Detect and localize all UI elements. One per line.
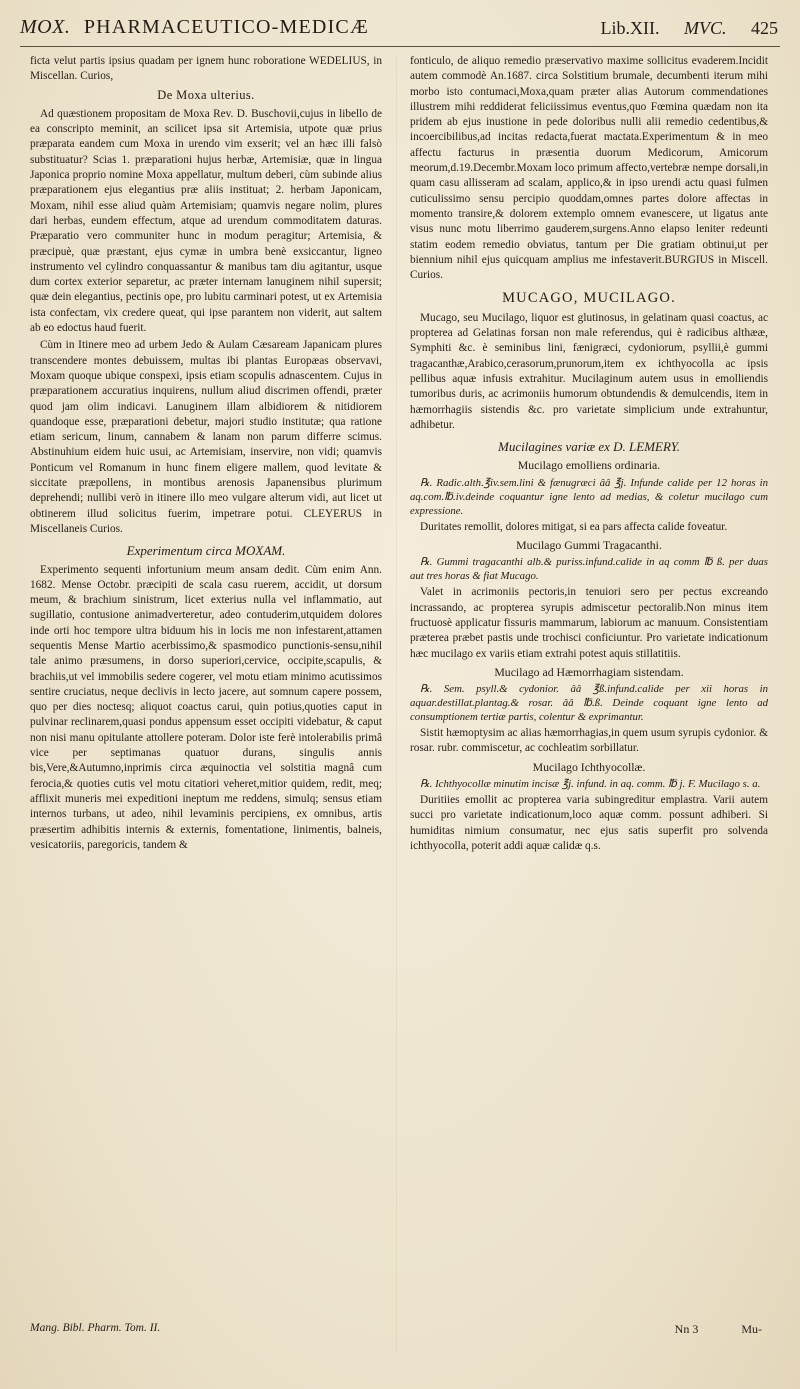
gutter-crease <box>396 54 397 1354</box>
subheading-emolliens: Mucilago emolliens ordinaria. <box>517 458 661 473</box>
header-rule <box>20 46 780 47</box>
subheading-haemorrhagiam: Mucilago ad Hæmorrhagiam sistendam. <box>494 664 684 679</box>
recipe-tragacanthi: ℞. Gummi tragacanthi alb.& puriss.infund.calide in aq comm ℔ ß. per duas aut tres horas & fiat Mucago. <box>410 556 768 583</box>
recipe-haemorrhagiam: ℞. Sem. psyll.& cydonior. ââ ℥ß.infund.calide per xii horas in aquar.destillat.plantag.& rosar. ââ ℔.ß. Deinde coquant igne lento ad consumptionem tertiæ partis, colentur & exprimantur. <box>410 683 768 724</box>
right-paragraph-6: Duritiies emollit ac propterea varia subingreditur emplastra. Varii autem succi pro varietate indicationum,loco aquæ comm. possunt adhiberi. Si humiditas nimium consumatur, nec ejus satis superfit pro solvenda ichthyocolla, poterit addi aquæ calidæ q.s. <box>410 793 768 852</box>
footer-signature-right: Nn 3 <box>674 1322 699 1336</box>
catchword: Mu- <box>741 1322 762 1336</box>
left-heading-moxa: De Moxa ulterius. <box>157 87 255 102</box>
header-left-title: MOX. <box>20 16 71 38</box>
footer-signature-left: Mang. Bibl. Pharm. Tom. II. <box>30 1322 161 1334</box>
header-book: Lib.XII. <box>600 18 660 38</box>
left-paragraph-4: Experimento sequenti infortunium meum ansam dedit. Cùm enim Ann. 1682. Mense Octobr. præcipiti de scala casu ruerem, accidit, ut dorsum meum, & brachium sinistrum, licet exterius nulla vel inflammatio, aut sugillatio, contusione animadverteretur, adeo contuderim,utquidem dolores inde orti hoc tempore ultra biduum his in locis me non infestarent,attamen sequentis Mense Martio acerbissimo,& spasmodico punctionis-sensu,nihil tale animo præsumens, in dorso superiori,cervice, occipite,scapulis, & brachiis,ut vel immobilis sedere cogerer, vel motu etiam minimo acutissimos sentire cruciatus, neque declivis in lecto jacere, aut somnum capere possem, quo per dies noctesq; aliquot coactus carui, quin potius,quoties caput in pulvinar reclinarem,quasi pondus appensum esset occipiti videbatur, & caput non nisi manu opitulante attollere poteram. Dolor iste ferè intolerabilis primâ vice per septimanas quatuor durans, singulis annis bis,Vere,&Autumno,inprimis circa æquinoctia vel solstitia magnâ cum ferocia,& quoties cutis vel motu citatiori veheret,mitior quidem, redit, meq; afflixit muneris mei expeditioni ineptum me reddens, simulq; sensus etiam internos turbans, ut adeo, nihil levaminis percipiens, ex omnibus, artis præsertim adhibitis internis & externis, fomentatione, linimentis, balneis, vesicatoriis, paregoricis, tandem & <box>30 563 382 851</box>
subheading-tragacanthi: Mucilago Gummi Tragacanthi. <box>516 538 662 553</box>
left-column <box>30 54 382 855</box>
left-paragraph-2: Ad quæstionem propositam de Moxa Rev. D. Buschovii,cujus in libello de ea conscripto meminit, an scilicet ipsa sit Artemisia, utpote quæ prius præparata eandem cum Moxa in urendo vim exserit; vel an hæc illi falsò substituatur? Scias 1. præparationi hujus herbæ, Artemisiæ, quæ in lingua Japonica proprio nomine Moxa appellatur, multum deberi, cùm subinde alius præparationem ejus elegantius præ aliis instituat; 2. herbam Japonicam, Moxam, nihil esse aliud quàm Artemisiam; quamvis negare nolim, plures dari herbas, eundem effectum, atque ad urendum commoditatem daturas. Præparatio vero communiter hunc in modum peragitur; Artemisia, & præcipuè, quæ præstant, ejus cymæ in umbra benè exsiccantur, ligneo instrumento vel cylindro conquassantur & manibus tam diu agitantur, usque dum cortex exterior separetur, ac præter internam lanuginem nihil supersit; quæ dein elegantius, pectinis ope, pro lubitu carminari potest, ut ex Artemisia ista confectam, vix credere queat, qui ipse parantem non viderit, aut saltem ab eo edoctus haud fuerit. <box>30 107 382 335</box>
right-paragraph-1: fonticulo, de aliquo remedio præservativo maxime sollicitus evaderem.Incidit autem commodè An.1687. circa Solstitium brumale, decumbenti iterum mihi morbo isto contumaci,Moxa,quam præter alias Autorum commendationes illustrem mihi reddiderat feliciissimus eventus,quo Fœmina quædam non ita pridem ab ejus inustione in pede doloribus nulli alii remedio cedentibus,& incoercibilibus,ad incitas redacta,fuerat mactata.Experimentum & in meo affectu facturus in præsentia duorum Medicorum, Amicorum meorum,d.19.Decembr.Moxam loco primum affecto,vertebræ nempe dorsali,in quam casu allisseram ad scalam, applico,& in ipso urendi actu quasi fulmen cuticulissimo sensu percipio quoddam,omnes partes dolore affectas in momento transire,& dolorem extemplo omnem evanescere, ut ligatus ante visus nunc motu liberrimo gauderem,surgens.Anno elapso leniter redeunti statim eodem remedio obviatus, tantum per Die gratiam obtinui,ut per biennium nihil ejus quicquam amplius me infestaverit.BURGIUS in Miscell. Curios. <box>410 55 768 282</box>
right-paragraph-5: Sistit hæmoptysim ac alias hæmorrhagias,in quem usum syrupis cydonior. & rosar. rubr. commiscetur, ac cochleatim sorbillatur. <box>410 727 768 755</box>
running-title <box>20 16 369 39</box>
recipe-emolliens: ℞. Radic.alth.℥iv.sem.lini & fænugræci ââ ℥j. Infunde calide per 12 horas in aq.com.℔.iv.deinde coquantur igne lento ad medias, & coletur mucilago cum expressione. <box>410 476 768 517</box>
recipe-ichthyocollae: ℞. Ichthyocollæ minutim incisæ ℥j. infund. in aq. comm. ℔ j. F. Mucilago s. a. <box>420 777 761 790</box>
right-paragraph-2: Mucago, seu Mucilago, liquor est glutinosus, in gelatinam quasi coactus, ac propterea ad Gelatinas forsan non male referendus, qui è radicibus althææ, Symphiti &c. è seminibus lini, fænigræci, cydoniorum, psyllii,è gummi tragacanthæ,Arabico,cerasorum,prunorum,item ex ichthyocolla ac ipsis pellibus aquæ infusis extrahitur. Mucilaginum autem usus in emolliendis tumoribus duris, ac acrimoniis humorum obtundendis & demulcendis, item in hæmorrhagiis sistendis &c. pro varietate simplicium unde extrahuntur, adhibetur. <box>410 311 768 431</box>
subheading-ichthyocollae: Mucilago Ichthyocollæ. <box>532 759 646 774</box>
right-heading-mucilagines: Mucilagines variæ ex D. LEMERY. <box>498 439 680 455</box>
left-heading-experimentum: Experimentum circa MOXAM. <box>126 543 286 559</box>
left-paragraph-3: Cùm in Itinere meo ad urbem Jedo & Aulam Cæsaream Japanicam plures transcendere montes debuissem, multas ibi plantas Europæas observavi, Moxam quoque ubique conspexi, ipsis etiam scopulis adnascentem. Cujus in præparationem accuratius inquirens, nullum aliud discrimen offendi, præter quod jam olim indicavi. Lanuginem illam albidiorem & nitidiorem quandoque esse, præparationi debetur, majori studio institutæ; qua ratione etiam sericum, linum, cannabem & lanam non parum differre scimus. Abstinuhium eidem huic usui, ac Artemisiam, inservire, non vidi; quamvis Ponticum vel Romanum in hunc finem eligere mallem, quod levitate & siccitate præpollens, in montibus arenosis Japanensibus plurimum deprehendi; nullibi verò in itinere illo meo vulgare alterum vidi, aut licet ut obtinerem illud solicitus fuerim, impetrare potui. CLEYERUS in Miscellaneis Curios. <box>30 339 382 535</box>
right-column <box>410 54 768 856</box>
right-paragraph-3: Duritates remollit, dolores mitigat, si ea pars affecta calide foveatur. <box>420 520 728 533</box>
header-right <box>581 18 778 39</box>
right-heading-mucago: MUCAGO, MUCILAGO. <box>502 290 676 307</box>
header-section: MVC. <box>684 18 727 38</box>
page-number: 425 <box>751 18 778 38</box>
left-paragraph-1: ficta velut partis ipsius quadam per ignem hunc roboratione WEDELIUS, in Miscellan. Curios, <box>30 55 382 83</box>
footer-right <box>635 1322 762 1337</box>
header-main-title: PHARMACEUTICO-MEDICÆ <box>83 16 369 38</box>
right-paragraph-4: Valet in acrimoniis pectoris,in tenuiori sero per pectus excreando incrassando, ac propterea syrupis admiscetur pectoralib.Non minus item fructuosè applicatur fissuris mammarum, labiorum ac manuum. Consistentiam præterea præbet pastis unde trochisci conficiuntur. Pro varietate indicationum hæc mucilago ex variis etiam extrahi potest aquis stillatitiis. <box>410 586 768 660</box>
